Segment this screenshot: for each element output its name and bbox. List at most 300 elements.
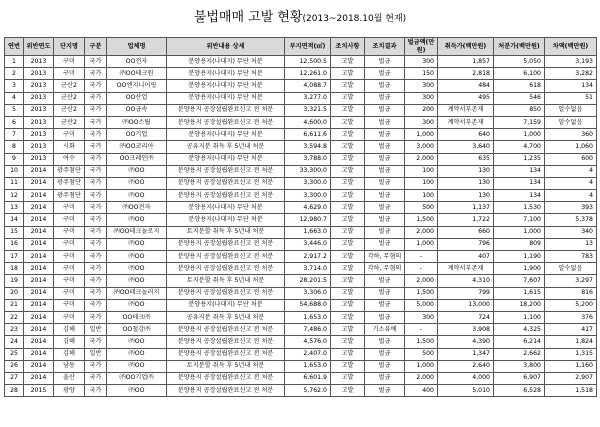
table-row: [5, 56, 597, 68]
cell-violation-year: 2013: [24, 92, 54, 104]
header-site-area: 부지면적(㎡): [285, 38, 331, 56]
cell-row-number: 22: [5, 311, 24, 323]
cell-violation-detail: 분양용지 공장설립완료신고 전 처분: [167, 251, 285, 263]
cell-action-taken: 고발: [331, 141, 365, 153]
cell-violation-year: 2014: [24, 336, 54, 348]
cell-fine-amount: 300: [405, 92, 438, 104]
cell-action-taken: 고발: [331, 165, 365, 177]
cell-action-result: 벌금: [365, 141, 405, 153]
cell-violation-detail: 분양용지(나대지) 무단 처분: [167, 202, 285, 214]
cell-acquisition-price: 1,857: [438, 56, 494, 68]
table-row: [5, 324, 597, 336]
cell-price-difference: 3,193: [545, 56, 597, 68]
cell-row-number: 24: [5, 336, 24, 348]
cell-fine-amount: 2,000: [405, 275, 438, 287]
cell-site-area: 54,688.0: [285, 299, 331, 311]
cell-violation-year: 2014: [24, 238, 54, 250]
cell-fine-amount: 500: [405, 348, 438, 360]
cell-violation-year: 2014: [24, 275, 54, 287]
cell-category: 국가: [85, 56, 107, 68]
cell-disposal-price: 134: [494, 177, 545, 189]
table-row: [5, 263, 597, 275]
cell-violation-year: 2014: [24, 372, 54, 384]
cell-price-difference: 393: [545, 202, 597, 214]
cell-site-area: 4,600.0: [285, 116, 331, 128]
cell-violation-year: 2014: [24, 263, 54, 275]
cell-category: 국가: [85, 80, 107, 92]
cell-violation-year: 2014: [24, 299, 54, 311]
cell-row-number: 19: [5, 275, 24, 287]
cell-violation-detail: 분양용지 공장설립완료신고 전 처분: [167, 348, 285, 360]
cell-disposal-price: 1,100: [494, 311, 545, 323]
cell-row-number: 3: [5, 80, 24, 92]
cell-action-taken: 고발: [331, 214, 365, 226]
cell-fine-amount: 2,000: [405, 372, 438, 384]
table-row: [5, 104, 597, 116]
cell-company-name: ㈜OO코리아: [107, 141, 167, 153]
cell-company-name: ㈜OO: [107, 177, 167, 189]
cell-site-area: 3,594.8: [285, 141, 331, 153]
cell-price-difference: 417: [545, 324, 597, 336]
cell-price-difference: 783: [545, 251, 597, 263]
cell-acquisition-price: 495: [438, 92, 494, 104]
cell-acquisition-price: 2,640: [438, 360, 494, 372]
cell-complex-name: 구미: [54, 299, 85, 311]
header-violation-year: 위반연도: [24, 38, 54, 56]
table-row: [5, 68, 597, 80]
cell-action-result: 벌금: [365, 202, 405, 214]
cell-action-result: 벌금: [365, 299, 405, 311]
cell-site-area: 12,261.0: [285, 68, 331, 80]
cell-violation-detail: 분양용지 공장설립완료신고 전 처분: [167, 238, 285, 250]
cell-violation-detail: 분양용지 공장설립완료신고 전 처분: [167, 116, 285, 128]
cell-row-number: 20: [5, 287, 24, 299]
cell-company-name: ㈜OO테크원: [107, 68, 167, 80]
cell-price-difference: 알수없음: [545, 116, 597, 128]
cell-row-number: 21: [5, 299, 24, 311]
cell-site-area: 2,407.0: [285, 348, 331, 360]
header-row-number: 연번: [5, 38, 24, 56]
cell-complex-name: 구미: [54, 275, 85, 287]
cell-violation-year: 2014: [24, 287, 54, 299]
cell-action-result: 기소유예: [365, 324, 405, 336]
cell-site-area: 12,500.5: [285, 56, 331, 68]
cell-disposal-price: 618: [494, 80, 545, 92]
cell-row-number: 7: [5, 129, 24, 141]
cell-complex-name: 김해: [54, 336, 85, 348]
cell-disposal-price: 809: [494, 238, 545, 250]
cell-complex-name: 광주첨단: [54, 165, 85, 177]
cell-site-area: 33,300.0: [285, 165, 331, 177]
cell-violation-year: 2013: [24, 129, 54, 141]
table-body: [5, 56, 597, 397]
cell-disposal-price: 1,190: [494, 251, 545, 263]
cell-acquisition-price: 1,347: [438, 348, 494, 360]
cell-row-number: 5: [5, 104, 24, 116]
cell-site-area: 1,653.0: [285, 311, 331, 323]
cell-fine-amount: 1,500: [405, 336, 438, 348]
cell-disposal-price: 6,214: [494, 336, 545, 348]
cell-complex-name: 구미: [54, 68, 85, 80]
cell-fine-amount: 100: [405, 190, 438, 202]
cell-acquisition-price: 3,640: [438, 141, 494, 153]
cell-violation-year: 2014: [24, 348, 54, 360]
title-text: 불법매매 고발 현황: [193, 10, 303, 25]
cell-action-result: 벌금: [365, 372, 405, 384]
cell-price-difference: 13: [545, 238, 597, 250]
table-row: [5, 141, 597, 153]
cell-company-name: ㈜OO테크놀러지: [107, 287, 167, 299]
cell-acquisition-price: 724: [438, 311, 494, 323]
cell-category: 국가: [85, 116, 107, 128]
cell-price-difference: 4: [545, 177, 597, 189]
cell-action-taken: 고발: [331, 116, 365, 128]
cell-disposal-price: 7,159: [494, 116, 545, 128]
cell-violation-detail: 분양용지(나대지) 무단 처분: [167, 92, 285, 104]
cell-disposal-price: 546: [494, 92, 545, 104]
cell-acquisition-price: 4,310: [438, 275, 494, 287]
table-row: [5, 129, 597, 141]
cell-action-taken: 고발: [331, 177, 365, 189]
cell-company-name: OO크레인㈜: [107, 153, 167, 165]
cell-category: 국가: [85, 153, 107, 165]
cell-action-taken: 고발: [331, 360, 365, 372]
cell-price-difference: 2,907: [545, 372, 597, 384]
cell-row-number: 18: [5, 263, 24, 275]
cell-site-area: 5,762.0: [285, 385, 331, 397]
cell-company-name: OO금속: [107, 104, 167, 116]
header-action-result: 조치결과: [365, 38, 405, 56]
cell-violation-detail: 분양용지 공장설립완료신고 전 처분: [167, 336, 285, 348]
cell-violation-detail: 토지분할 취득 후 5년내 처분: [167, 226, 285, 238]
cell-action-taken: 고발: [331, 287, 365, 299]
cell-violation-year: 2015: [24, 385, 54, 397]
header-complex-name: 단지명: [54, 38, 85, 56]
cell-complex-name: 군산2: [54, 116, 85, 128]
cell-violation-detail: 분양용지 공장설립완료신고 전 처분: [167, 324, 285, 336]
cell-company-name: ㈜OO: [107, 299, 167, 311]
cell-price-difference: 5,200: [545, 299, 597, 311]
cell-price-difference: 1,060: [545, 141, 597, 153]
cell-complex-name: 군산2: [54, 80, 85, 92]
cell-company-name: ㈜OO기업㈜: [107, 372, 167, 384]
cell-site-area: 4,088.7: [285, 80, 331, 92]
cell-company-name: ㈜OO: [107, 360, 167, 372]
cell-complex-name: 광주첨단: [54, 190, 85, 202]
cell-action-result: 벌금: [365, 311, 405, 323]
cell-site-area: 3,714.0: [285, 263, 331, 275]
cell-price-difference: 알수없음: [545, 263, 597, 275]
cell-site-area: 2,917.2: [285, 251, 331, 263]
cell-fine-amount: 2,000: [405, 153, 438, 165]
cell-site-area: 6,611.6: [285, 129, 331, 141]
header-price-difference: 차액(백만원): [545, 38, 597, 56]
cell-category: 국가: [85, 92, 107, 104]
cell-site-area: 3,306.0: [285, 287, 331, 299]
cell-category: 국가: [85, 311, 107, 323]
cell-violation-detail: 분양용지(나대지) 무단 처분: [167, 214, 285, 226]
cell-company-name: ㈜OO: [107, 251, 167, 263]
cell-fine-amount: 5,000: [405, 299, 438, 311]
cell-category: 국가: [85, 202, 107, 214]
cell-violation-year: 2013: [24, 116, 54, 128]
cell-violation-detail: 분양용지 공장설립완료신고 전 처분: [167, 385, 285, 397]
cell-category: 국가: [85, 104, 107, 116]
cell-row-number: 2: [5, 68, 24, 80]
cell-row-number: 14: [5, 214, 24, 226]
cell-row-number: 13: [5, 202, 24, 214]
cell-company-name: ㈜OO: [107, 385, 167, 397]
header-disposal-price: 처분가(백만원): [494, 38, 545, 56]
cell-complex-name: 김해: [54, 348, 85, 360]
cell-price-difference: 3,282: [545, 68, 597, 80]
cell-acquisition-price: 130: [438, 177, 494, 189]
table-row: [5, 226, 597, 238]
cell-row-number: 27: [5, 372, 24, 384]
cell-price-difference: 134: [545, 80, 597, 92]
cell-violation-year: 2014: [24, 190, 54, 202]
cell-fine-amount: 1,000: [405, 238, 438, 250]
cell-fine-amount: 1,500: [405, 287, 438, 299]
cell-acquisition-price: 계약서부존재: [438, 116, 494, 128]
cell-violation-detail: 공유지분 취득 후 5년내 처분: [167, 311, 285, 323]
cell-company-name: OO전자: [107, 56, 167, 68]
cell-action-taken: 고발: [331, 92, 365, 104]
cell-action-taken: 고발: [331, 336, 365, 348]
table-row: [5, 360, 597, 372]
cell-violation-detail: 분양용지(나대지) 무단 처분: [167, 299, 285, 311]
cell-row-number: 15: [5, 226, 24, 238]
cell-category: 국가: [85, 214, 107, 226]
cell-fine-amount: 300: [405, 56, 438, 68]
cell-disposal-price: 850: [494, 104, 545, 116]
table-row: [5, 153, 597, 165]
cell-fine-amount: -: [405, 324, 438, 336]
cell-category: 국가: [85, 141, 107, 153]
cell-price-difference: 600: [545, 153, 597, 165]
cell-category: 국가: [85, 385, 107, 397]
cell-category: 국가: [85, 238, 107, 250]
cell-price-difference: 816: [545, 287, 597, 299]
cell-site-area: 12,980.7: [285, 214, 331, 226]
cell-violation-detail: 공유지분 취득 후 5년내 처분: [167, 141, 285, 153]
cell-price-difference: 5,378: [545, 214, 597, 226]
cell-fine-amount: 3,000: [405, 141, 438, 153]
cell-disposal-price: 5,050: [494, 56, 545, 68]
cell-acquisition-price: 4,000: [438, 372, 494, 384]
cell-disposal-price: 4,700: [494, 141, 545, 153]
cell-row-number: 11: [5, 177, 24, 189]
cell-acquisition-price: 635: [438, 153, 494, 165]
cell-violation-year: 2013: [24, 56, 54, 68]
cell-fine-amount: -: [405, 251, 438, 263]
cell-action-taken: 고발: [331, 251, 365, 263]
cell-complex-name: 광주첨단: [54, 177, 85, 189]
cell-violation-detail: 분양용지 공장설립완료신고 전 처분: [167, 177, 285, 189]
table-row: [5, 299, 597, 311]
cell-action-result: 벌금: [365, 336, 405, 348]
cell-disposal-price: 4,325: [494, 324, 545, 336]
cell-row-number: 17: [5, 251, 24, 263]
table-row: [5, 238, 597, 250]
cell-company-name: ㈜OO전자: [107, 202, 167, 214]
cell-site-area: 3,446.0: [285, 238, 331, 250]
cell-acquisition-price: 3,908: [438, 324, 494, 336]
cell-price-difference: 4: [545, 165, 597, 177]
cell-company-name: OO기업: [107, 129, 167, 141]
cell-category: 국가: [85, 177, 107, 189]
cell-action-result: 벌금: [365, 165, 405, 177]
table-row: [5, 190, 597, 202]
cell-complex-name: 구미: [54, 226, 85, 238]
table-row: [5, 336, 597, 348]
cell-violation-year: 2014: [24, 165, 54, 177]
cell-category: 국가: [85, 190, 107, 202]
cell-category: 국가: [85, 68, 107, 80]
cell-acquisition-price: 13,000: [438, 299, 494, 311]
cell-site-area: 7,486.0: [285, 324, 331, 336]
cell-price-difference: 알수없음: [545, 104, 597, 116]
violation-table: [4, 37, 597, 397]
cell-complex-name: 광양: [54, 385, 85, 397]
cell-fine-amount: 100: [405, 177, 438, 189]
cell-site-area: 1,663.0: [285, 226, 331, 238]
cell-category: 국가: [85, 251, 107, 263]
cell-company-name: OO엔지니어링: [107, 80, 167, 92]
cell-acquisition-price: 130: [438, 165, 494, 177]
table-row: [5, 177, 597, 189]
cell-action-result: 벌금: [365, 68, 405, 80]
cell-violation-detail: 분양용지 공장설립완료신고 전 처분: [167, 104, 285, 116]
cell-site-area: 4,629.0: [285, 202, 331, 214]
cell-category: 국가: [85, 263, 107, 275]
table-row: [5, 92, 597, 104]
cell-company-name: ㈜OO: [107, 348, 167, 360]
cell-fine-amount: 300: [405, 311, 438, 323]
cell-complex-name: 구미: [54, 129, 85, 141]
cell-action-taken: 고발: [331, 238, 365, 250]
cell-site-area: 3,300.0: [285, 190, 331, 202]
cell-action-taken: 고발: [331, 129, 365, 141]
cell-disposal-price: 1,000: [494, 129, 545, 141]
cell-action-result: 벌금: [365, 275, 405, 287]
cell-company-name: OO산업: [107, 92, 167, 104]
cell-disposal-price: 1,235: [494, 153, 545, 165]
cell-row-number: 8: [5, 141, 24, 153]
cell-price-difference: 376: [545, 311, 597, 323]
table-row: [5, 287, 597, 299]
cell-violation-year: 2013: [24, 141, 54, 153]
cell-company-name: OO철강㈜: [107, 324, 167, 336]
cell-action-taken: 고발: [331, 263, 365, 275]
cell-fine-amount: 1,500: [405, 214, 438, 226]
cell-row-number: 1: [5, 56, 24, 68]
document-title: [0, 8, 600, 27]
cell-company-name: ㈜OO테크놀로지: [107, 226, 167, 238]
cell-fine-amount: 300: [405, 116, 438, 128]
table-row: [5, 116, 597, 128]
cell-action-result: 각하, 무혐의: [365, 263, 405, 275]
cell-violation-detail: 분양용지 공장설립완료신고 전 처분: [167, 263, 285, 275]
cell-complex-name: 구미: [54, 202, 85, 214]
cell-fine-amount: 2,000: [405, 226, 438, 238]
cell-complex-name: 여수: [54, 153, 85, 165]
cell-action-result: 벌금: [365, 80, 405, 92]
header-fine-amount: 벌금액(만원): [405, 38, 438, 56]
cell-action-result: 벌금: [365, 92, 405, 104]
cell-fine-amount: 150: [405, 68, 438, 80]
cell-action-taken: 고발: [331, 56, 365, 68]
cell-category: 국가: [85, 287, 107, 299]
cell-row-number: 12: [5, 190, 24, 202]
cell-disposal-price: 3,800: [494, 360, 545, 372]
cell-action-result: 벌금: [365, 177, 405, 189]
table-row: [5, 372, 597, 384]
cell-fine-amount: 500: [405, 202, 438, 214]
cell-company-name: ㈜OO: [107, 190, 167, 202]
cell-site-area: 3,300.0: [285, 177, 331, 189]
cell-disposal-price: 1,000: [494, 226, 545, 238]
cell-category: 국가: [85, 336, 107, 348]
cell-acquisition-price: 660: [438, 226, 494, 238]
cell-acquisition-price: 계약서부존재: [438, 104, 494, 116]
cell-action-result: 벌금: [365, 238, 405, 250]
cell-category: 국가: [85, 372, 107, 384]
cell-action-taken: 고발: [331, 372, 365, 384]
cell-row-number: 28: [5, 385, 24, 397]
cell-category: 일반: [85, 324, 107, 336]
cell-fine-amount: -: [405, 263, 438, 275]
cell-action-result: 벌금: [365, 190, 405, 202]
cell-violation-year: 2014: [24, 202, 54, 214]
table-row: [5, 275, 597, 287]
cell-violation-year: 2013: [24, 104, 54, 116]
cell-violation-year: 2014: [24, 251, 54, 263]
table-row: [5, 385, 597, 397]
cell-complex-name: 군산2: [54, 92, 85, 104]
header-action-taken: 조치사항: [331, 38, 365, 56]
cell-disposal-price: 2,662: [494, 348, 545, 360]
cell-violation-detail: 분양용지 공장설립완료신고 전 처분: [167, 287, 285, 299]
cell-action-taken: 고발: [331, 104, 365, 116]
cell-disposal-price: 1,900: [494, 263, 545, 275]
cell-fine-amount: 400: [405, 385, 438, 397]
cell-acquisition-price: 5,010: [438, 385, 494, 397]
cell-price-difference: 1,824: [545, 336, 597, 348]
cell-site-area: 6,601.9: [285, 372, 331, 384]
cell-company-name: ㈜OO: [107, 214, 167, 226]
cell-row-number: 4: [5, 92, 24, 104]
cell-violation-detail: 분양용지 공장설립완료신고 전 처분: [167, 372, 285, 384]
table-row: [5, 311, 597, 323]
cell-category: 국가: [85, 299, 107, 311]
cell-row-number: 10: [5, 165, 24, 177]
cell-action-taken: 고발: [331, 348, 365, 360]
cell-company-name: ㈜OO: [107, 165, 167, 177]
cell-price-difference: 360: [545, 129, 597, 141]
cell-complex-name: 구미: [54, 56, 85, 68]
cell-violation-detail: 분양용지(나대지) 무단 처분: [167, 68, 285, 80]
cell-category: 국가: [85, 275, 107, 287]
cell-disposal-price: 18,200: [494, 299, 545, 311]
cell-company-name: ㈜OO: [107, 263, 167, 275]
cell-action-result: 벌금: [365, 214, 405, 226]
cell-price-difference: 1,160: [545, 360, 597, 372]
cell-category: 일반: [85, 348, 107, 360]
cell-action-result: 벌금: [365, 56, 405, 68]
cell-complex-name: 구미: [54, 238, 85, 250]
cell-disposal-price: 6,100: [494, 68, 545, 80]
